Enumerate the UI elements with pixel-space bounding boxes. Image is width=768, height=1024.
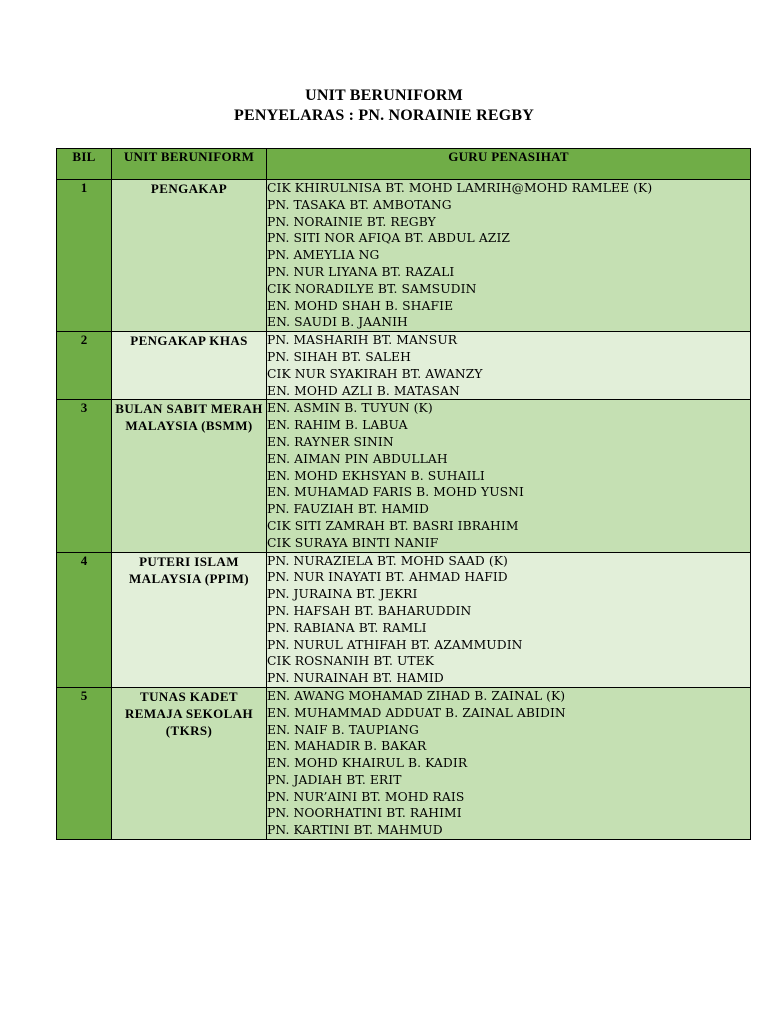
advisor-list-cell [267,180,751,332]
advisor-name: PN. FAUZIAH BT. HAMID [267,502,429,517]
advisor-list-cell [267,687,751,839]
advisor-name: PN. NURAINAH BT. HAMID [267,671,444,686]
advisor-name: EN. RAHIM B. LABUA [267,418,408,433]
table-body [57,180,751,840]
advisor-name: EN. MOHD EKHSYAN B. SUHAILI [267,468,485,483]
table-header-row [57,149,751,180]
advisor-name: CIK NORADILYE BT. SAMSUDIN [267,281,477,296]
unit-name-cell: PUTERI ISLAM MALAYSIA (PPIM) [112,552,267,687]
advisor-name: EN. NAIF B. TAUPIANG [267,722,419,737]
advisor-name: PN. NOORHATINI BT. RAHIMI [267,806,462,821]
coordinator-subtitle: PENYELARAS : PN. NORAINIE REGBY [233,107,534,124]
advisor-list-cell [267,400,751,552]
table-row [57,332,751,400]
advisor-name: EN. MOHD KHAIRUL B. KADIR [267,756,468,771]
advisor-list-cell [267,332,751,400]
advisor-list-cell [267,552,751,687]
advisor-name: PN. AMEYLIA NG [267,248,380,263]
advisor-name: PN. SIHAH BT. SALEH [267,349,411,364]
advisor-name: EN. RAYNER SININ [267,434,394,449]
column-header-unit: UNIT BERUNIFORM [112,149,267,180]
row-number-cell: 5 [57,687,112,839]
advisor-name: EN. SAUDI B. JAANIH [267,315,408,330]
advisor-name: PN. JURAINA BT. JEKRI [267,587,418,602]
advisor-name: CIK ROSNANIH BT. UTEK [267,654,435,669]
row-number-cell: 2 [57,332,112,400]
advisor-name: PN. NORAINIE BT. REGBY [267,214,436,229]
table-row [57,400,751,552]
advisor-name: PN. HAFSAH BT. BAHARUDDIN [267,603,472,618]
table-row [57,552,751,687]
row-number-cell: 1 [57,180,112,332]
advisor-name: PN. RABIANA BT. RAMLI [267,620,427,635]
advisor-name: PN. NUR’AINI BT. MOHD RAIS [267,789,465,804]
advisor-name: EN. AWANG MOHAMAD ZIHAD B. ZAINAL (K) [267,688,566,703]
advisor-name: PN. NURUL ATHIFAH BT. AZAMMUDIN [267,637,523,652]
advisor-name: CIK SITI ZAMRAH BT. BASRI IBRAHIM [267,518,519,533]
document-title: UNIT BERUNIFORM [305,87,463,104]
advisor-name: EN. MOHD SHAH B. SHAFIE [267,298,454,313]
column-header-bil: BIL [57,149,112,180]
advisor-name: PN. KARTINI BT. MAHMUD [267,823,443,838]
unit-name-cell: TUNAS KADET REMAJA SEKOLAH (TKRS) [112,687,267,839]
advisor-name: EN. MAHADIR B. BAKAR [267,739,427,754]
advisor-name: PN. NUR INAYATI BT. AHMAD HAFID [267,570,508,585]
advisor-name: PN. SITI NOR AFIQA BT. ABDUL AZIZ [267,231,511,246]
document-title-block [0,86,768,126]
row-number-cell: 3 [57,400,112,552]
advisor-name: PN. NUR LIYANA BT. RAZALI [267,264,455,279]
uniform-units-table [56,148,751,840]
advisor-name: CIK NUR SYAKIRAH BT. AWANZY [267,366,483,381]
advisor-name: EN. MOHD AZLI B. MATASAN [267,383,460,398]
advisor-name: PN. MASHARIH BT. MANSUR [267,333,458,348]
advisor-name: PN. JADIAH BT. ERIT [267,772,402,787]
table-row [57,687,751,839]
column-header-guru: GURU PENASIHAT [267,149,751,180]
unit-name-cell: PENGAKAP KHAS [112,332,267,400]
unit-name-cell: PENGAKAP [112,180,267,332]
advisor-name: EN. MUHAMMAD ADDUAT B. ZAINAL ABIDIN [267,705,566,720]
advisor-name: EN. MUHAMAD FARIS B. MOHD YUSNI [267,485,524,500]
advisor-name: CIK SURAYA BINTI NANIF [267,535,439,550]
row-number-cell: 4 [57,552,112,687]
unit-name-cell: BULAN SABIT MERAH MALAYSIA (BSMM) [112,400,267,552]
table-row [57,180,751,332]
advisor-name: PN. NURAZIELA BT. MOHD SAAD (K) [267,553,508,568]
advisor-name: CIK KHIRULNISA BT. MOHD LAMRIH@MOHD RAMLEE (K) [267,181,653,195]
advisor-name: PN. TASAKA BT. AMBOTANG [267,197,452,212]
advisor-name: EN. ASMIN B. TUYUN (K) [267,401,433,416]
advisor-name: EN. AIMAN PIN ABDULLAH [267,451,448,466]
